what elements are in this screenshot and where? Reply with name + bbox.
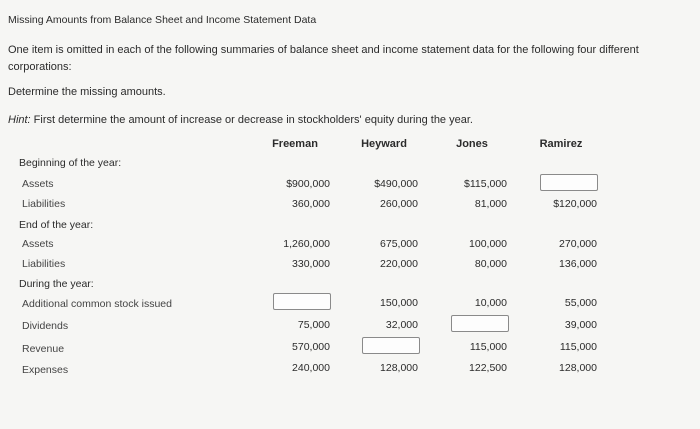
- col-header-heyward: Heyward: [361, 138, 407, 150]
- col-header-freeman: Freeman: [272, 138, 318, 150]
- row-label-begin-assets: Assets: [22, 178, 54, 190]
- cell-jones-revenue: 115,000: [469, 341, 507, 353]
- row-label-begin-liabilities: Liabilities: [22, 198, 66, 210]
- row-label-end-liabilities: Liabilities: [22, 258, 66, 270]
- cell-freeman-expenses: 240,000: [292, 362, 330, 374]
- hint-text: [8, 114, 473, 126]
- cell-heyward-end-assets: 675,000: [380, 238, 418, 250]
- cell-freeman-revenue: 570,000: [292, 341, 330, 353]
- cell-heyward-stock-issued: 150,000: [380, 297, 418, 309]
- intro-text: One item is omitted in each of the following summaries of balance sheet and income statement data for the following four different corporations:: [8, 44, 639, 73]
- row-label-dividends: Dividends: [22, 320, 69, 332]
- cell-freeman-begin-assets: $900,000: [286, 178, 330, 190]
- cell-ramirez-expenses: 128,000: [559, 362, 597, 374]
- cell-ramirez-begin-liabilities: $120,000: [553, 198, 597, 210]
- cell-freeman-dividends: 75,000: [297, 319, 330, 331]
- cell-heyward-dividends: 32,000: [385, 319, 418, 331]
- cell-heyward-begin-liabilities: 260,000: [380, 198, 418, 210]
- cell-freeman-begin-liabilities: 360,000: [292, 198, 330, 210]
- cell-jones-end-liabilities: 80,000: [474, 258, 507, 270]
- cell-ramirez-stock-issued: 55,000: [564, 297, 597, 309]
- cell-freeman-end-liabilities: 330,000: [292, 258, 330, 270]
- hint-label: Hint:: [8, 114, 31, 126]
- cell-heyward-begin-assets: $490,000: [374, 178, 418, 190]
- input-freeman-stock-issued[interactable]: [273, 293, 331, 310]
- cell-jones-begin-liabilities: 81,000: [474, 198, 507, 210]
- cell-jones-end-assets: 100,000: [469, 238, 507, 250]
- row-label-end-assets: Assets: [22, 238, 54, 250]
- cell-jones-stock-issued: 10,000: [474, 297, 507, 309]
- hint-body: First determine the amount of increase or decrease in stockholders' equity during the year.: [30, 114, 473, 126]
- row-label-stock-issued: Additional common stock issued: [22, 298, 172, 310]
- row-label-revenue: Revenue: [22, 343, 65, 355]
- task-text: Determine the missing amounts.: [8, 86, 166, 98]
- input-heyward-revenue[interactable]: [362, 337, 420, 354]
- section-end: End of the year:: [19, 219, 94, 231]
- cell-heyward-expenses: 128,000: [380, 362, 418, 374]
- cell-ramirez-revenue: 115,000: [559, 341, 597, 353]
- cell-jones-expenses: 122,500: [469, 362, 507, 374]
- col-header-ramirez: Ramirez: [539, 138, 583, 150]
- cell-ramirez-dividends: 39,000: [564, 319, 597, 331]
- cell-ramirez-end-assets: 270,000: [559, 238, 597, 250]
- cell-ramirez-end-liabilities: 136,000: [559, 258, 597, 270]
- cell-freeman-end-assets: 1,260,000: [283, 238, 330, 250]
- cell-jones-begin-assets: $115,000: [463, 178, 507, 190]
- col-header-jones: Jones: [456, 138, 488, 150]
- input-ramirez-begin-assets[interactable]: [540, 174, 598, 191]
- row-label-expenses: Expenses: [22, 364, 69, 376]
- section-beginning: Beginning of the year:: [19, 157, 122, 169]
- input-jones-dividends[interactable]: [451, 315, 509, 332]
- section-during: During the year:: [19, 278, 94, 290]
- page-title: Missing Amounts from Balance Sheet and Income Statement Data: [8, 14, 317, 26]
- cell-heyward-end-liabilities: 220,000: [380, 258, 418, 270]
